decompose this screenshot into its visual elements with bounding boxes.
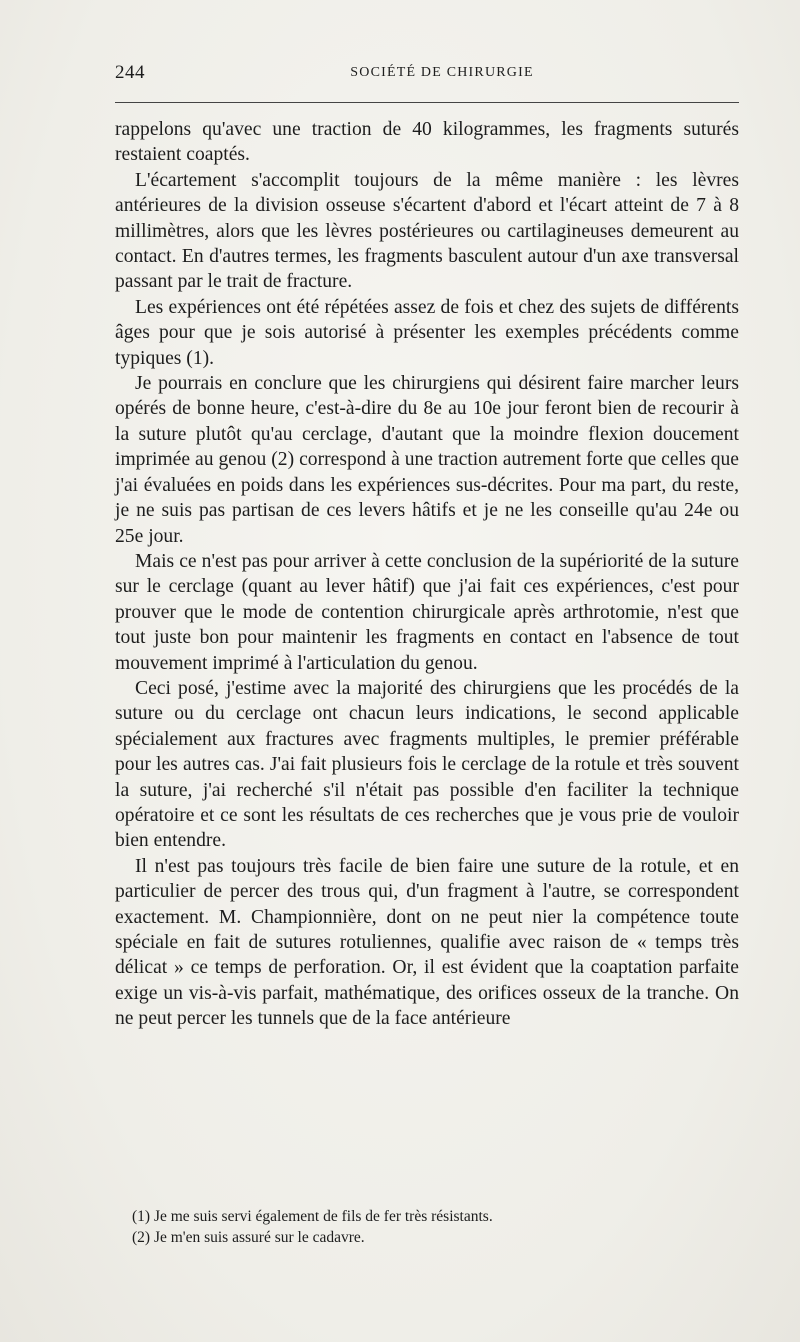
paragraph-continuation: rappelons qu'avec une traction de 40 kilogrammes, les fragments suturés restaient coaptés. bbox=[115, 119, 739, 166]
body-text bbox=[115, 117, 739, 1032]
page-header bbox=[115, 62, 739, 86]
running-title: SOCIÉTÉ DE CHIRURGIE bbox=[350, 65, 534, 80]
footnotes bbox=[132, 1206, 732, 1248]
paragraph: Je pourrais en conclure que les chirurgiens qui désirent faire marcher leurs opérés de bonne heure, c'est-à-dire du 8e au 10e jour feront bien de recourir à la suture plutôt qu'au cerclage, d'autant que la moindre flexion doucement imprimée au genou (2) correspond à une traction autrement forte que celles que j'ai évaluées en poids dans les expériences sus-décrites. Pour ma part, du reste, je ne suis pas partisan de ces levers hâtifs et je ne les conseille qu'au 24e ou 25e jour. bbox=[115, 373, 739, 547]
footnote: (2) Je m'en suis assuré sur le cadavre. bbox=[132, 1229, 365, 1246]
footnote: (1) Je me suis servi également de fils de fer très résistants. bbox=[132, 1208, 493, 1225]
paragraph: Les expériences ont été répétées assez de fois et chez des sujets de différents âges pour que je sois autorisé à présenter les exemples précédents comme typiques (1). bbox=[115, 296, 739, 369]
header-rule bbox=[115, 102, 739, 103]
paragraph: Mais ce n'est pas pour arriver à cette conclusion de la supériorité de la suture sur le cerclage (quant au lever hâtif) que j'ai fait ces expériences, c'est pour prouver que le mode de contention chirurgicale après arthrotomie, n'est que tout juste bon pour maintenir les fragments en contact en l'absence de tout mouvement imprimé à l'articulation du genou. bbox=[115, 550, 739, 674]
paragraph: L'écartement s'accomplit toujours de la même manière : les lèvres antérieures de la division osseuse s'écartent d'abord et l'écart atteint de 7 à 8 millimètres, alors que les lèvres postérieures ou cartilagineuses demeurent au contact. En d'autres termes, les fragments basculent autour d'un axe transversal passant par le trait de fracture. bbox=[115, 169, 739, 293]
page-number: 244 bbox=[115, 62, 145, 83]
paragraph: Il n'est pas toujours très facile de bien faire une suture de la rotule, et en particulier de percer des trous qui, d'un fragment à l'autre, se correspondent exactement. M. Championnière, dont on ne peut nier la compétence toute spéciale en fait de sutures rotuliennes, qualifie avec raison de « temps très délicat » ce temps de perforation. Or, il est évident que la coaptation parfaite exige un vis-à-vis parfait, mathématique, des orifices osseux de la tranche. On ne peut percer les tunnels que de la face antérieure bbox=[115, 855, 739, 1030]
paragraph: Ceci posé, j'estime avec la majorité des chirurgiens que les procédés de la suture ou du cerclage ont chacun leurs indications, le second applicable spécialement aux fractures avec fragments multiples, le premier préférable pour les autres cas. J'ai fait plusieurs fois le cerclage de la rotule et très souvent la suture, j'ai recherché s'il n'était pas possible d'en faciliter la technique opératoire et ce sont les résultats de ces recherches que je vous prie de vouloir bien entendre. bbox=[115, 677, 739, 852]
